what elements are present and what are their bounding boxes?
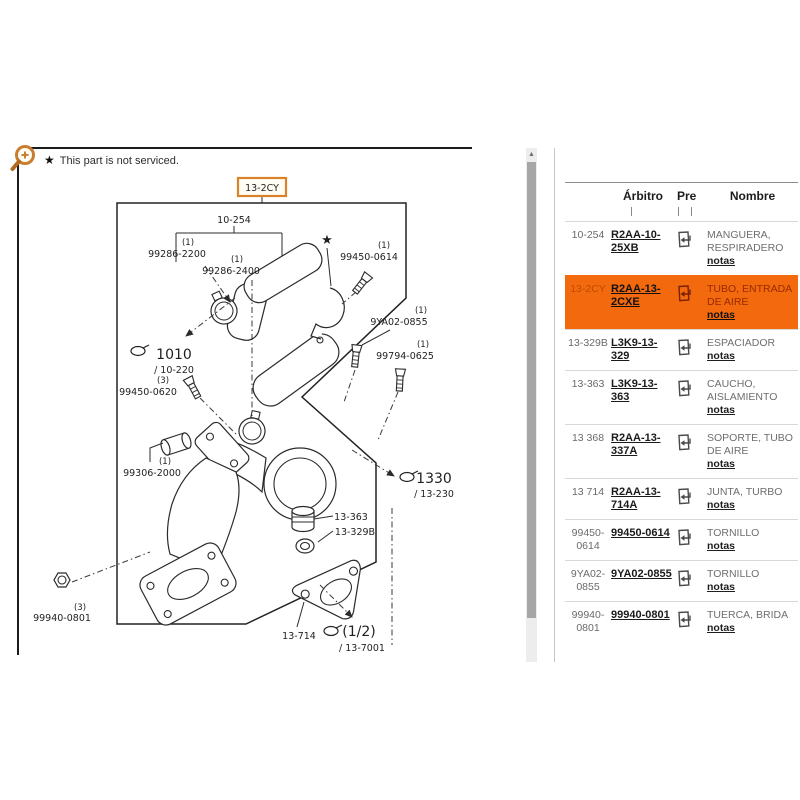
scrollbar-thumb[interactable] <box>527 162 536 618</box>
pre-document-arrow-icon[interactable] <box>675 338 692 357</box>
xref-13-230: / 13-230 <box>414 489 454 500</box>
parts-table-panel <box>554 148 800 662</box>
part-name: MANGUERA, RESPIRADERO <box>707 229 784 254</box>
part-label-99940-0801: 99940-0801 <box>33 613 91 624</box>
hose-clamp-2 <box>237 409 269 447</box>
pre-document-arrow-icon[interactable] <box>675 379 692 398</box>
exploded-parts-diagram <box>0 140 520 670</box>
pre-document-arrow-icon[interactable] <box>675 569 692 588</box>
qty-label: (3) <box>156 376 170 386</box>
qty-label: (1) <box>230 255 244 265</box>
xref-13-7001: / 13-7001 <box>339 643 385 654</box>
part-name: CAUCHO, AISLAMIENTO <box>707 378 778 403</box>
table-row-highlighted <box>565 275 798 329</box>
diagram-outline <box>117 203 406 624</box>
xref-1010: 1010 <box>156 347 192 363</box>
part-number-link[interactable]: L3K9-13-329 <box>611 337 658 362</box>
xref-10-220: / 10-220 <box>154 365 194 376</box>
part-label-99450-0620: 99450-0620 <box>119 387 177 398</box>
part-number-link[interactable]: 99450-0614 <box>611 527 670 539</box>
ref-cell: 13-2CY <box>570 283 606 295</box>
part-name: TUERCA, BRIDA <box>707 609 789 621</box>
qty-label: (1) <box>414 306 428 316</box>
qty-label: (1) <box>181 238 195 248</box>
qty-label: (3) <box>73 603 87 613</box>
notas-link[interactable]: notas <box>707 499 736 511</box>
xref-1-2: (1/2) <box>342 624 376 640</box>
xref-1330: 1330 <box>416 471 452 487</box>
pre-document-arrow-icon[interactable] <box>675 528 692 547</box>
part-label-13-363: 13-363 <box>334 512 368 523</box>
table-row <box>565 221 798 275</box>
column-ticks <box>565 205 798 221</box>
part-name: JUNTA, TURBO <box>707 486 783 498</box>
callout-13-2cy[interactable]: 13-2CY <box>245 183 279 194</box>
diagram-panel <box>0 140 520 670</box>
part-label-13-714: 13-714 <box>282 631 316 642</box>
part-number-link[interactable]: 99940-0801 <box>611 609 670 621</box>
vertical-scrollbar[interactable] <box>526 148 537 662</box>
pre-document-arrow-icon[interactable] <box>675 284 692 303</box>
header-pre: Pre <box>677 189 697 203</box>
cross-reference-bubble-icon <box>324 625 342 636</box>
table-header <box>565 183 798 205</box>
ref-cell: 99450-0614 <box>571 527 605 552</box>
not-serviced-text: This part is not serviced. <box>59 155 179 167</box>
label-10-254: 10-254 <box>217 215 251 226</box>
part-label-13-329b: 13-329B <box>334 527 376 538</box>
pre-document-arrow-icon[interactable] <box>675 610 692 629</box>
qty-label: (1) <box>377 241 391 251</box>
ref-cell: 13 368 <box>571 432 605 444</box>
table-row <box>565 560 798 601</box>
ref-cell: 13-329B <box>568 337 608 349</box>
pre-document-arrow-icon[interactable] <box>675 230 692 249</box>
table-row <box>565 329 798 370</box>
notas-link[interactable]: notas <box>707 404 736 416</box>
part-name: SOPORTE, TUBO DE AIRE <box>707 432 793 457</box>
part-name: TORNILLO <box>707 527 760 539</box>
table-row <box>565 370 798 424</box>
part-label-99286-2400: 99286-2400 <box>202 266 260 277</box>
part-label-99450-0614: 99450-0614 <box>340 252 398 263</box>
pre-document-arrow-icon[interactable] <box>675 433 692 452</box>
notas-link[interactable]: notas <box>707 581 736 593</box>
ref-cell: 13 714 <box>571 486 605 498</box>
notas-link[interactable]: notas <box>707 540 736 552</box>
part-label-9ya02-0855: 9YA02-0855 <box>370 317 428 328</box>
part-number-link[interactable]: R2AA-13-2CXE <box>611 283 661 308</box>
part-number-link[interactable]: R2AA-10-25XB <box>611 229 661 254</box>
star-icon: ★ <box>44 153 55 167</box>
part-label-99794-0625: 99794-0625 <box>376 351 434 362</box>
part-number-link[interactable]: R2AA-13-714A <box>611 486 661 511</box>
qty-label: (1) <box>416 340 430 350</box>
notas-link[interactable]: notas <box>707 255 736 267</box>
table-row <box>565 424 798 478</box>
header-arbitro: Árbitro <box>623 189 663 203</box>
part-label-99306-2000: 99306-2000 <box>123 468 181 479</box>
ref-cell: 13-363 <box>571 378 605 390</box>
ref-cell: 9YA02-0855 <box>570 568 606 593</box>
ref-cell: 99940-0801 <box>571 609 605 634</box>
part-name: TORNILLO <box>707 568 760 580</box>
part-number-link[interactable]: R2AA-13-337A <box>611 432 661 457</box>
notas-link[interactable]: notas <box>707 350 736 362</box>
pre-document-arrow-icon[interactable] <box>675 487 692 506</box>
part-name: ESPACIADOR <box>707 337 776 349</box>
notas-link[interactable]: notas <box>707 622 736 634</box>
part-number-link[interactable]: 9YA02-0855 <box>611 568 672 580</box>
table-row <box>565 478 798 519</box>
scroll-up-button[interactable]: ▲ <box>526 148 537 161</box>
part-number-link[interactable]: L3K9-13-363 <box>611 378 658 403</box>
notas-link[interactable]: notas <box>707 458 736 470</box>
qty-label: (1) <box>158 457 172 467</box>
ref-cell: 10-254 <box>571 229 605 241</box>
notas-link[interactable]: notas <box>707 309 736 321</box>
part-name: TUBO, ENTRADA DE AIRE <box>707 283 792 308</box>
table-row <box>565 601 798 642</box>
part-label-99286-2200: 99286-2200 <box>148 249 206 260</box>
header-nombre: Nombre <box>729 189 776 203</box>
cross-reference-bubble-icon <box>131 345 149 356</box>
star-marker: ★ <box>321 233 333 248</box>
table-row <box>565 519 798 560</box>
